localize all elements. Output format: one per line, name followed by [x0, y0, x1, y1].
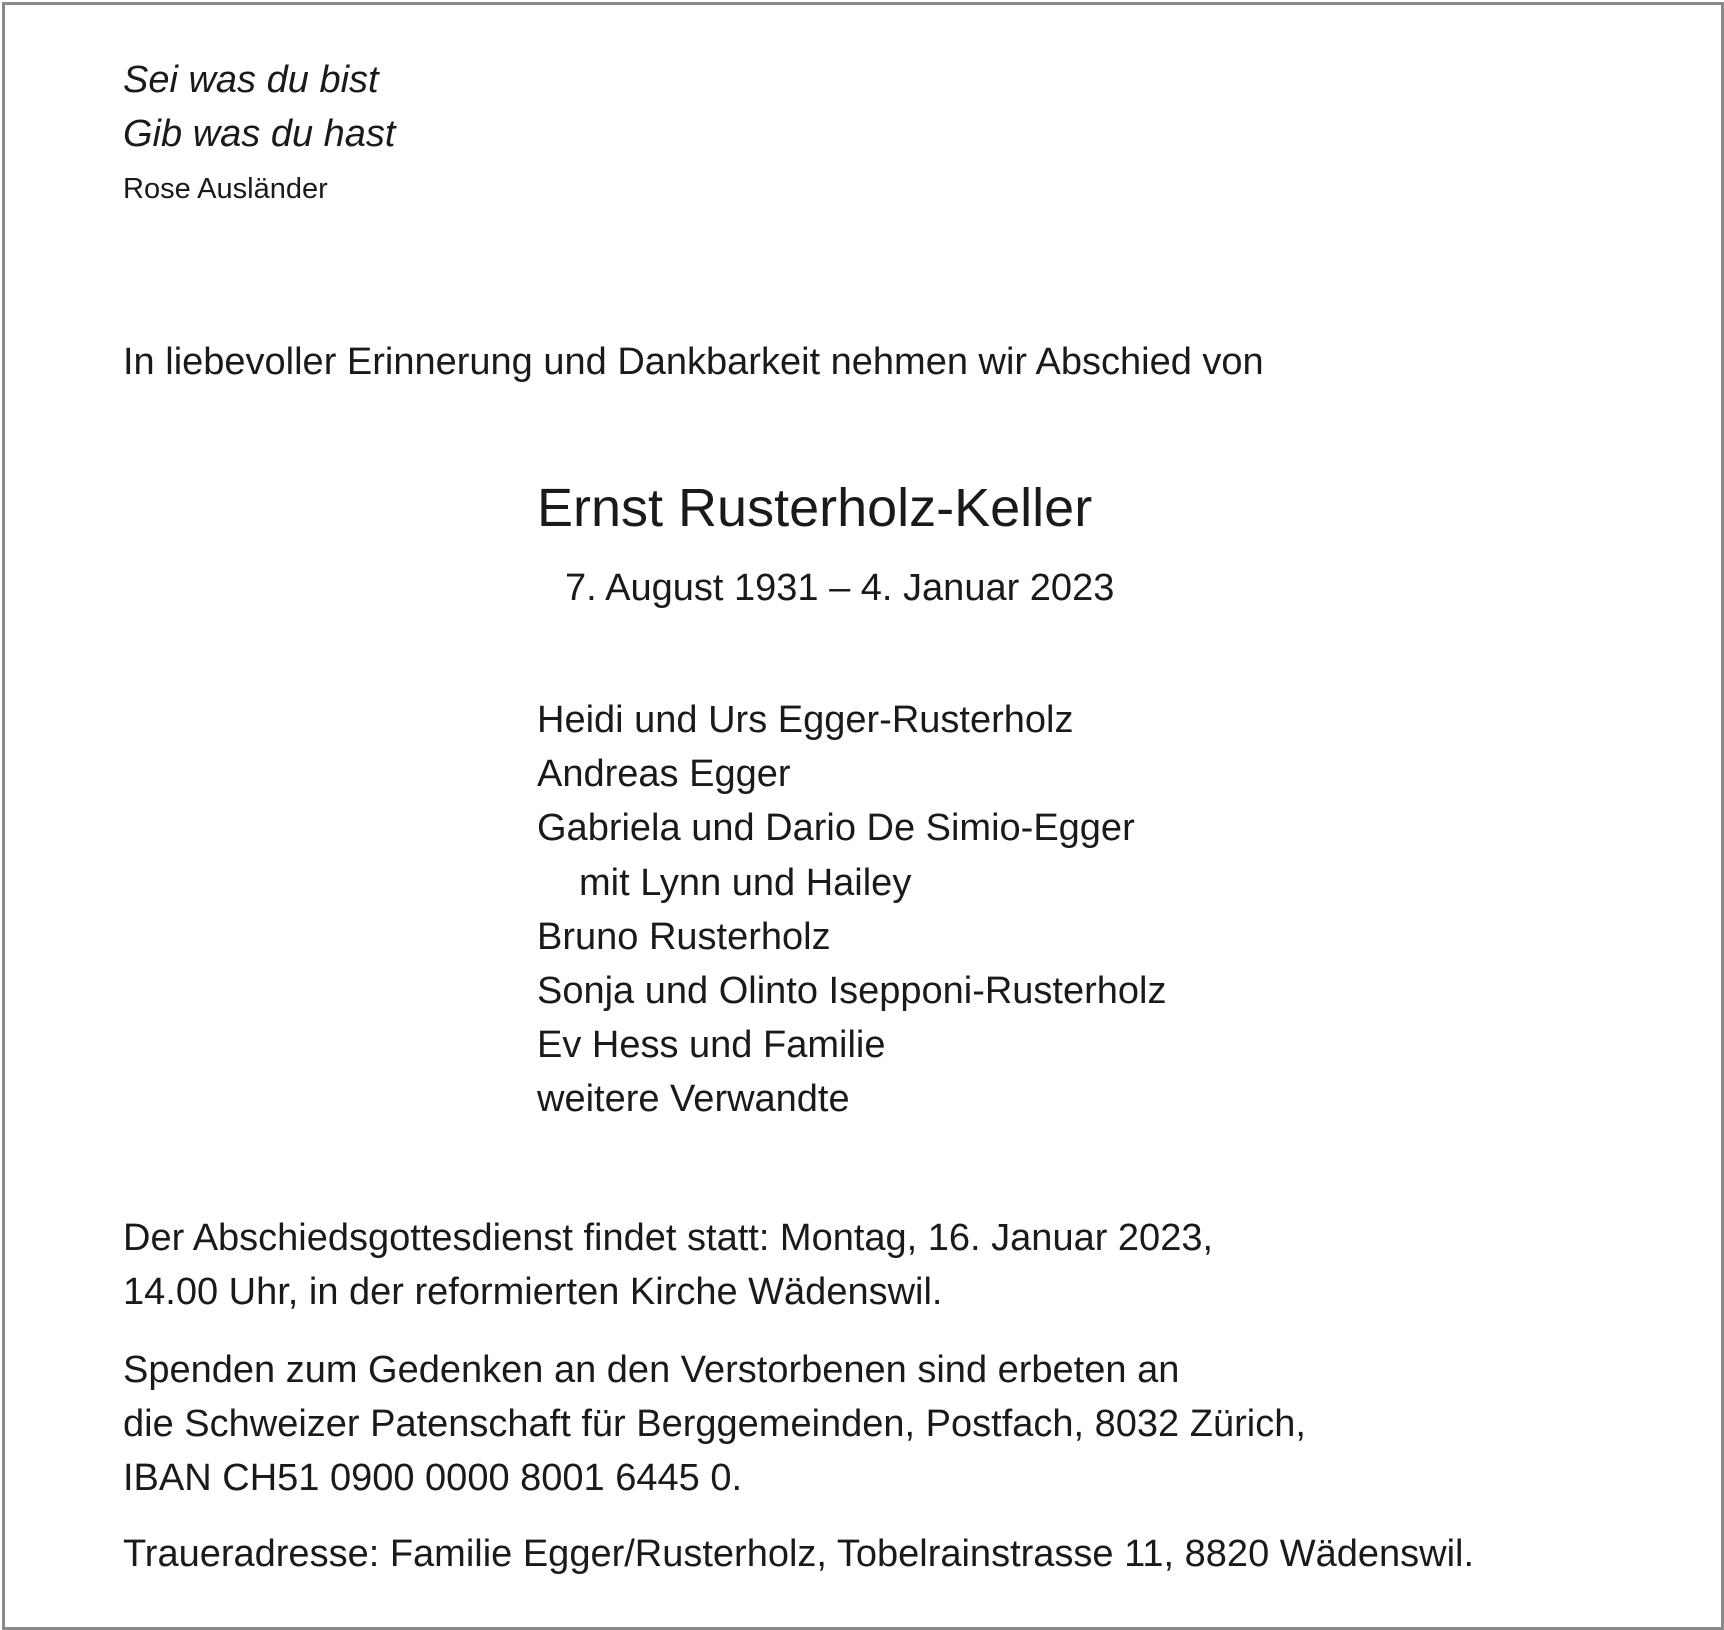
service-info — [123, 1211, 1213, 1319]
mourner-item: Bruno Rusterholz — [537, 915, 831, 958]
service-line-1: Der Abschiedsgottesdienst findet statt: Montag, 16. Januar 2023, — [123, 1217, 1214, 1259]
service-line-2: 14.00 Uhr, in der reformierten Kirche Wädenswil. — [123, 1271, 943, 1313]
mourner-item: weitere Verwandte — [537, 1078, 850, 1121]
motto-line-1: Sei was du bist — [123, 59, 379, 101]
obituary-frame — [2, 2, 1724, 1630]
donation-line-2: die Schweizer Patenschaft für Berggemeinden, Postfach, 8032 Zürich, — [123, 1403, 1306, 1445]
mourner-item: mit Lynn und Hailey — [579, 861, 912, 904]
mourner-item: Heidi und Urs Egger-Rusterholz — [537, 699, 1074, 741]
donation-line-3: IBAN CH51 0900 0000 8001 6445 0. — [123, 1457, 743, 1499]
donation-line-1: Spenden zum Gedenken an den Verstorbenen sind erbeten an — [123, 1349, 1180, 1391]
mourner-item: Sonja und Olinto Isepponi-Rusterholz — [537, 969, 1167, 1012]
donation-info — [123, 1343, 1306, 1505]
mourner-item: Ev Hess und Familie — [537, 1024, 886, 1067]
mourning-address: Traueradresse: Familie Egger/Rusterholz, Tobelrainstrasse 11, 8820 Wädenswil. — [123, 1533, 1475, 1575]
deceased-dates: 7. August 1931 – 4. Januar 2023 — [565, 567, 1115, 609]
mourners-list — [537, 693, 1167, 1127]
motto-line-2: Gib was du hast — [123, 113, 396, 155]
mourner-item: Gabriela und Dario De Simio-Egger — [537, 807, 1135, 850]
motto-author: Rose Ausländer — [123, 173, 328, 205]
mourner-item: Andreas Egger — [537, 753, 791, 796]
intro-text: In liebevoller Erinnerung und Dankbarkeit nehmen wir Abschied von — [123, 341, 1264, 383]
deceased-name: Ernst Rusterholz-Keller — [537, 478, 1093, 538]
